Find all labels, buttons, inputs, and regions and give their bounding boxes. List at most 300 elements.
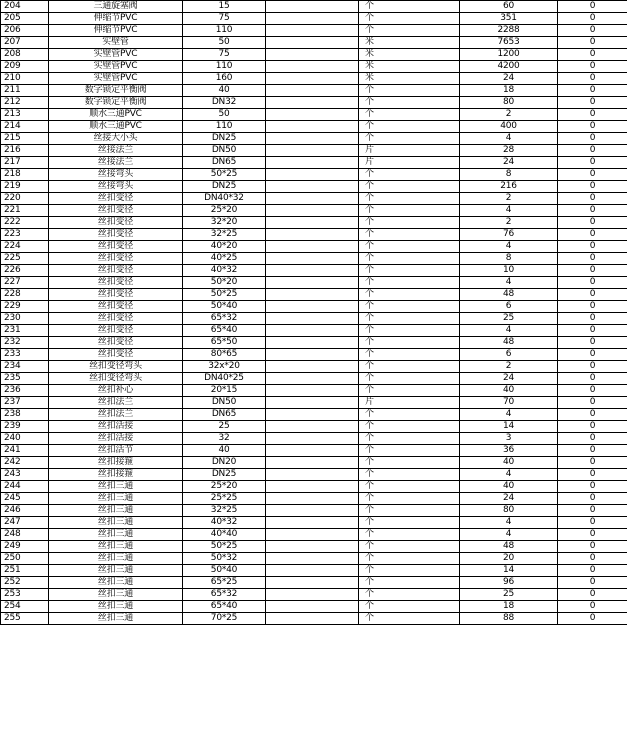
quantity-cell[interactable]: 48 [460,289,558,301]
empty-cell[interactable] [266,457,359,469]
row-number-cell[interactable]: 229 [1,301,49,313]
item-name-cell[interactable]: 实壁管PVC [49,73,183,85]
row-number-cell[interactable]: 211 [1,85,49,97]
spec-cell[interactable]: 65*40 [183,601,266,613]
item-name-cell[interactable]: 丝扣三通 [49,505,183,517]
empty-cell[interactable] [266,25,359,37]
spec-cell[interactable]: 75 [183,49,266,61]
row-number-cell[interactable]: 205 [1,13,49,25]
quantity-cell[interactable]: 4 [460,529,558,541]
spec-cell[interactable]: DN65 [183,157,266,169]
quantity-cell[interactable]: 40 [460,385,558,397]
row-number-cell[interactable]: 249 [1,541,49,553]
empty-cell[interactable] [266,145,359,157]
value-cell[interactable]: 0 [558,85,627,97]
spec-cell[interactable]: DN32 [183,97,266,109]
unit-cell[interactable]: 个 [359,25,460,37]
unit-cell[interactable]: 个 [359,229,460,241]
unit-cell[interactable]: 个 [359,97,460,109]
quantity-cell[interactable]: 76 [460,229,558,241]
value-cell[interactable]: 0 [558,13,627,25]
value-cell[interactable]: 0 [558,613,627,625]
quantity-cell[interactable]: 80 [460,97,558,109]
unit-cell[interactable]: 个 [359,289,460,301]
item-name-cell[interactable]: 丝接弯头 [49,181,183,193]
empty-cell[interactable] [266,121,359,133]
spec-cell[interactable]: 65*25 [183,577,266,589]
empty-cell[interactable] [266,313,359,325]
unit-cell[interactable]: 个 [359,601,460,613]
quantity-cell[interactable]: 24 [460,373,558,385]
empty-cell[interactable] [266,421,359,433]
row-number-cell[interactable]: 241 [1,445,49,457]
row-number-cell[interactable]: 233 [1,349,49,361]
item-name-cell[interactable]: 丝扣三通 [49,541,183,553]
quantity-cell[interactable]: 24 [460,73,558,85]
row-number-cell[interactable]: 209 [1,61,49,73]
item-name-cell[interactable]: 丝扣变径 [49,265,183,277]
spec-cell[interactable]: 32*20 [183,217,266,229]
row-number-cell[interactable]: 232 [1,337,49,349]
quantity-cell[interactable]: 2 [460,217,558,229]
unit-cell[interactable]: 个 [359,133,460,145]
row-number-cell[interactable]: 250 [1,553,49,565]
quantity-cell[interactable]: 70 [460,397,558,409]
spec-cell[interactable]: 32x*20 [183,361,266,373]
unit-cell[interactable]: 个 [359,193,460,205]
unit-cell[interactable]: 个 [359,565,460,577]
item-name-cell[interactable]: 顺水三通PVC [49,121,183,133]
item-name-cell[interactable]: 顺水三通PVC [49,109,183,121]
empty-cell[interactable] [266,361,359,373]
row-number-cell[interactable]: 231 [1,325,49,337]
item-name-cell[interactable]: 丝扣接箍 [49,469,183,481]
quantity-cell[interactable]: 6 [460,301,558,313]
item-name-cell[interactable]: 丝扣变径 [49,253,183,265]
row-number-cell[interactable]: 238 [1,409,49,421]
item-name-cell[interactable]: 丝扣变径 [49,289,183,301]
unit-cell[interactable]: 个 [359,505,460,517]
empty-cell[interactable] [266,97,359,109]
item-name-cell[interactable]: 丝扣三通 [49,601,183,613]
unit-cell[interactable]: 个 [359,241,460,253]
unit-cell[interactable]: 个 [359,517,460,529]
unit-cell[interactable]: 个 [359,613,460,625]
empty-cell[interactable] [266,85,359,97]
quantity-cell[interactable]: 18 [460,601,558,613]
item-name-cell[interactable]: 丝扣三通 [49,529,183,541]
spec-cell[interactable]: 65*32 [183,313,266,325]
quantity-cell[interactable]: 20 [460,553,558,565]
item-name-cell[interactable]: 丝扣变径 [49,325,183,337]
quantity-cell[interactable]: 88 [460,613,558,625]
empty-cell[interactable] [266,73,359,85]
item-name-cell[interactable]: 实壁管 [49,37,183,49]
value-cell[interactable]: 0 [558,157,627,169]
row-number-cell[interactable]: 243 [1,469,49,481]
row-number-cell[interactable]: 237 [1,397,49,409]
empty-cell[interactable] [266,181,359,193]
row-number-cell[interactable]: 253 [1,589,49,601]
spec-cell[interactable]: DN40*32 [183,193,266,205]
empty-cell[interactable] [266,589,359,601]
item-name-cell[interactable]: 实壁管PVC [49,61,183,73]
quantity-cell[interactable]: 24 [460,493,558,505]
unit-cell[interactable]: 个 [359,385,460,397]
value-cell[interactable]: 0 [558,25,627,37]
quantity-cell[interactable]: 4 [460,277,558,289]
unit-cell[interactable]: 个 [359,361,460,373]
spec-cell[interactable]: 40 [183,445,266,457]
unit-cell[interactable]: 个 [359,493,460,505]
unit-cell[interactable]: 米 [359,49,460,61]
empty-cell[interactable] [266,481,359,493]
empty-cell[interactable] [266,253,359,265]
row-number-cell[interactable]: 254 [1,601,49,613]
empty-cell[interactable] [266,109,359,121]
value-cell[interactable]: 0 [558,517,627,529]
item-name-cell[interactable]: 丝扣三通 [49,613,183,625]
value-cell[interactable]: 0 [558,577,627,589]
quantity-cell[interactable]: 1200 [460,49,558,61]
value-cell[interactable]: 0 [558,529,627,541]
spec-cell[interactable]: 50*40 [183,301,266,313]
unit-cell[interactable]: 个 [359,541,460,553]
row-number-cell[interactable]: 255 [1,613,49,625]
quantity-cell[interactable]: 24 [460,157,558,169]
empty-cell[interactable] [266,13,359,25]
empty-cell[interactable] [266,325,359,337]
row-number-cell[interactable]: 218 [1,169,49,181]
item-name-cell[interactable]: 丝扣变径 [49,313,183,325]
unit-cell[interactable]: 个 [359,313,460,325]
value-cell[interactable]: 0 [558,589,627,601]
item-name-cell[interactable]: 丝扣变径 [49,241,183,253]
value-cell[interactable]: 0 [558,145,627,157]
value-cell[interactable]: 0 [558,277,627,289]
empty-cell[interactable] [266,469,359,481]
unit-cell[interactable]: 个 [359,1,460,13]
spec-cell[interactable]: DN40*25 [183,373,266,385]
value-cell[interactable]: 0 [558,109,627,121]
spec-cell[interactable]: 50 [183,109,266,121]
spec-cell[interactable]: DN20 [183,457,266,469]
quantity-cell[interactable]: 4 [460,205,558,217]
spec-cell[interactable]: 20*15 [183,385,266,397]
value-cell[interactable]: 0 [558,193,627,205]
unit-cell[interactable]: 个 [359,481,460,493]
item-name-cell[interactable]: 丝扣变径 [49,217,183,229]
row-number-cell[interactable]: 234 [1,361,49,373]
row-number-cell[interactable]: 217 [1,157,49,169]
row-number-cell[interactable]: 214 [1,121,49,133]
empty-cell[interactable] [266,61,359,73]
value-cell[interactable]: 0 [558,169,627,181]
value-cell[interactable]: 0 [558,349,627,361]
row-number-cell[interactable]: 235 [1,373,49,385]
spec-cell[interactable]: 32*25 [183,505,266,517]
quantity-cell[interactable]: 18 [460,85,558,97]
value-cell[interactable]: 0 [558,385,627,397]
item-name-cell[interactable]: 丝扣变径 [49,301,183,313]
item-name-cell[interactable]: 丝接法兰 [49,145,183,157]
row-number-cell[interactable]: 242 [1,457,49,469]
item-name-cell[interactable]: 丝扣三通 [49,577,183,589]
quantity-cell[interactable]: 4 [460,517,558,529]
value-cell[interactable]: 0 [558,253,627,265]
empty-cell[interactable] [266,265,359,277]
quantity-cell[interactable]: 60 [460,1,558,13]
spec-cell[interactable]: 65*40 [183,325,266,337]
value-cell[interactable]: 0 [558,469,627,481]
unit-cell[interactable]: 个 [359,205,460,217]
spec-cell[interactable]: 50 [183,37,266,49]
spec-cell[interactable]: 50*25 [183,541,266,553]
quantity-cell[interactable]: 400 [460,121,558,133]
value-cell[interactable]: 0 [558,181,627,193]
spec-cell[interactable]: 25*20 [183,481,266,493]
quantity-cell[interactable]: 4 [460,469,558,481]
quantity-cell[interactable]: 10 [460,265,558,277]
empty-cell[interactable] [266,193,359,205]
spec-cell[interactable]: 32 [183,433,266,445]
empty-cell[interactable] [266,553,359,565]
item-name-cell[interactable]: 丝扣变径 [49,193,183,205]
row-number-cell[interactable]: 213 [1,109,49,121]
quantity-cell[interactable]: 80 [460,505,558,517]
value-cell[interactable]: 0 [558,73,627,85]
empty-cell[interactable] [266,157,359,169]
spec-cell[interactable]: DN25 [183,133,266,145]
value-cell[interactable]: 0 [558,433,627,445]
row-number-cell[interactable]: 252 [1,577,49,589]
item-name-cell[interactable]: 丝扣变径 [49,337,183,349]
row-number-cell[interactable]: 228 [1,289,49,301]
spec-cell[interactable]: 50*25 [183,289,266,301]
row-number-cell[interactable]: 224 [1,241,49,253]
spec-cell[interactable]: 32*25 [183,229,266,241]
unit-cell[interactable]: 个 [359,181,460,193]
empty-cell[interactable] [266,1,359,13]
empty-cell[interactable] [266,445,359,457]
row-number-cell[interactable]: 207 [1,37,49,49]
quantity-cell[interactable]: 4 [460,409,558,421]
value-cell[interactable]: 0 [558,49,627,61]
unit-cell[interactable]: 个 [359,325,460,337]
value-cell[interactable]: 0 [558,601,627,613]
empty-cell[interactable] [266,505,359,517]
row-number-cell[interactable]: 246 [1,505,49,517]
item-name-cell[interactable]: 实壁管PVC [49,49,183,61]
quantity-cell[interactable]: 7653 [460,37,558,49]
row-number-cell[interactable]: 204 [1,1,49,13]
quantity-cell[interactable]: 40 [460,481,558,493]
spec-cell[interactable]: 65*50 [183,337,266,349]
value-cell[interactable]: 0 [558,397,627,409]
value-cell[interactable]: 0 [558,205,627,217]
row-number-cell[interactable]: 222 [1,217,49,229]
unit-cell[interactable]: 米 [359,61,460,73]
quantity-cell[interactable]: 2288 [460,25,558,37]
value-cell[interactable]: 0 [558,133,627,145]
empty-cell[interactable] [266,217,359,229]
row-number-cell[interactable]: 225 [1,253,49,265]
value-cell[interactable]: 0 [558,337,627,349]
row-number-cell[interactable]: 227 [1,277,49,289]
item-name-cell[interactable]: 丝接法兰 [49,157,183,169]
empty-cell[interactable] [266,241,359,253]
quantity-cell[interactable]: 6 [460,349,558,361]
spec-cell[interactable]: 65*32 [183,589,266,601]
empty-cell[interactable] [266,229,359,241]
quantity-cell[interactable]: 40 [460,457,558,469]
spec-cell[interactable]: 50*32 [183,553,266,565]
item-name-cell[interactable]: 丝扣三通 [49,589,183,601]
spec-cell[interactable]: DN25 [183,469,266,481]
spec-cell[interactable]: DN65 [183,409,266,421]
item-name-cell[interactable]: 丝扣三通 [49,553,183,565]
quantity-cell[interactable]: 8 [460,253,558,265]
value-cell[interactable]: 0 [558,313,627,325]
unit-cell[interactable]: 米 [359,73,460,85]
item-name-cell[interactable]: 丝扣活接 [49,421,183,433]
row-number-cell[interactable]: 251 [1,565,49,577]
empty-cell[interactable] [266,349,359,361]
value-cell[interactable]: 0 [558,61,627,73]
value-cell[interactable]: 0 [558,493,627,505]
item-name-cell[interactable]: 丝扣法兰 [49,409,183,421]
unit-cell[interactable]: 个 [359,265,460,277]
row-number-cell[interactable]: 208 [1,49,49,61]
unit-cell[interactable]: 个 [359,433,460,445]
quantity-cell[interactable]: 96 [460,577,558,589]
item-name-cell[interactable]: 丝扣变径 [49,277,183,289]
unit-cell[interactable]: 个 [359,85,460,97]
value-cell[interactable]: 0 [558,505,627,517]
spec-cell[interactable]: 40*32 [183,265,266,277]
quantity-cell[interactable]: 4 [460,241,558,253]
quantity-cell[interactable]: 2 [460,193,558,205]
row-number-cell[interactable]: 226 [1,265,49,277]
item-name-cell[interactable]: 数字锁定平衡阀 [49,97,183,109]
row-number-cell[interactable]: 244 [1,481,49,493]
quantity-cell[interactable]: 25 [460,313,558,325]
row-number-cell[interactable]: 210 [1,73,49,85]
unit-cell[interactable]: 个 [359,337,460,349]
value-cell[interactable]: 0 [558,121,627,133]
unit-cell[interactable]: 米 [359,37,460,49]
unit-cell[interactable]: 个 [359,217,460,229]
quantity-cell[interactable]: 48 [460,541,558,553]
spec-cell[interactable]: 40*40 [183,529,266,541]
spec-cell[interactable]: 160 [183,73,266,85]
spec-cell[interactable]: 40 [183,85,266,97]
quantity-cell[interactable]: 14 [460,565,558,577]
row-number-cell[interactable]: 221 [1,205,49,217]
value-cell[interactable]: 0 [558,265,627,277]
empty-cell[interactable] [266,613,359,625]
item-name-cell[interactable]: 丝扣变径弯头 [49,361,183,373]
empty-cell[interactable] [266,517,359,529]
empty-cell[interactable] [266,397,359,409]
spec-cell[interactable]: 40*32 [183,517,266,529]
empty-cell[interactable] [266,601,359,613]
unit-cell[interactable]: 个 [359,529,460,541]
value-cell[interactable]: 0 [558,37,627,49]
unit-cell[interactable]: 个 [359,553,460,565]
row-number-cell[interactable]: 223 [1,229,49,241]
quantity-cell[interactable]: 28 [460,145,558,157]
quantity-cell[interactable]: 14 [460,421,558,433]
empty-cell[interactable] [266,529,359,541]
value-cell[interactable]: 0 [558,289,627,301]
row-number-cell[interactable]: 240 [1,433,49,445]
empty-cell[interactable] [266,49,359,61]
empty-cell[interactable] [266,577,359,589]
spec-cell[interactable]: DN50 [183,145,266,157]
quantity-cell[interactable]: 8 [460,169,558,181]
row-number-cell[interactable]: 247 [1,517,49,529]
unit-cell[interactable]: 片 [359,145,460,157]
item-name-cell[interactable]: 伸缩节PVC [49,13,183,25]
unit-cell[interactable]: 个 [359,409,460,421]
row-number-cell[interactable]: 215 [1,133,49,145]
empty-cell[interactable] [266,493,359,505]
item-name-cell[interactable]: 丝扣法兰 [49,397,183,409]
spec-cell[interactable]: 110 [183,25,266,37]
unit-cell[interactable]: 片 [359,397,460,409]
quantity-cell[interactable]: 351 [460,13,558,25]
unit-cell[interactable]: 个 [359,301,460,313]
value-cell[interactable]: 0 [558,481,627,493]
spec-cell[interactable]: 25 [183,421,266,433]
item-name-cell[interactable]: 丝扣三通 [49,481,183,493]
empty-cell[interactable] [266,541,359,553]
item-name-cell[interactable]: 丝扣三通 [49,493,183,505]
unit-cell[interactable]: 片 [359,157,460,169]
spec-cell[interactable]: 110 [183,121,266,133]
unit-cell[interactable]: 个 [359,421,460,433]
value-cell[interactable]: 0 [558,553,627,565]
spec-cell[interactable]: DN25 [183,181,266,193]
item-name-cell[interactable]: 丝扣变径 [49,205,183,217]
unit-cell[interactable]: 个 [359,253,460,265]
quantity-cell[interactable]: 216 [460,181,558,193]
empty-cell[interactable] [266,133,359,145]
spec-cell[interactable]: 25*20 [183,205,266,217]
quantity-cell[interactable]: 2 [460,361,558,373]
value-cell[interactable]: 0 [558,445,627,457]
quantity-cell[interactable]: 3 [460,433,558,445]
unit-cell[interactable]: 个 [359,373,460,385]
spec-cell[interactable]: 50*25 [183,169,266,181]
empty-cell[interactable] [266,277,359,289]
unit-cell[interactable]: 个 [359,109,460,121]
value-cell[interactable]: 0 [558,1,627,13]
quantity-cell[interactable]: 4200 [460,61,558,73]
spec-cell[interactable]: 75 [183,13,266,25]
empty-cell[interactable] [266,409,359,421]
spec-cell[interactable]: DN50 [183,397,266,409]
value-cell[interactable]: 0 [558,361,627,373]
quantity-cell[interactable]: 4 [460,133,558,145]
row-number-cell[interactable]: 230 [1,313,49,325]
empty-cell[interactable] [266,37,359,49]
empty-cell[interactable] [266,301,359,313]
unit-cell[interactable]: 个 [359,169,460,181]
empty-cell[interactable] [266,373,359,385]
row-number-cell[interactable]: 212 [1,97,49,109]
